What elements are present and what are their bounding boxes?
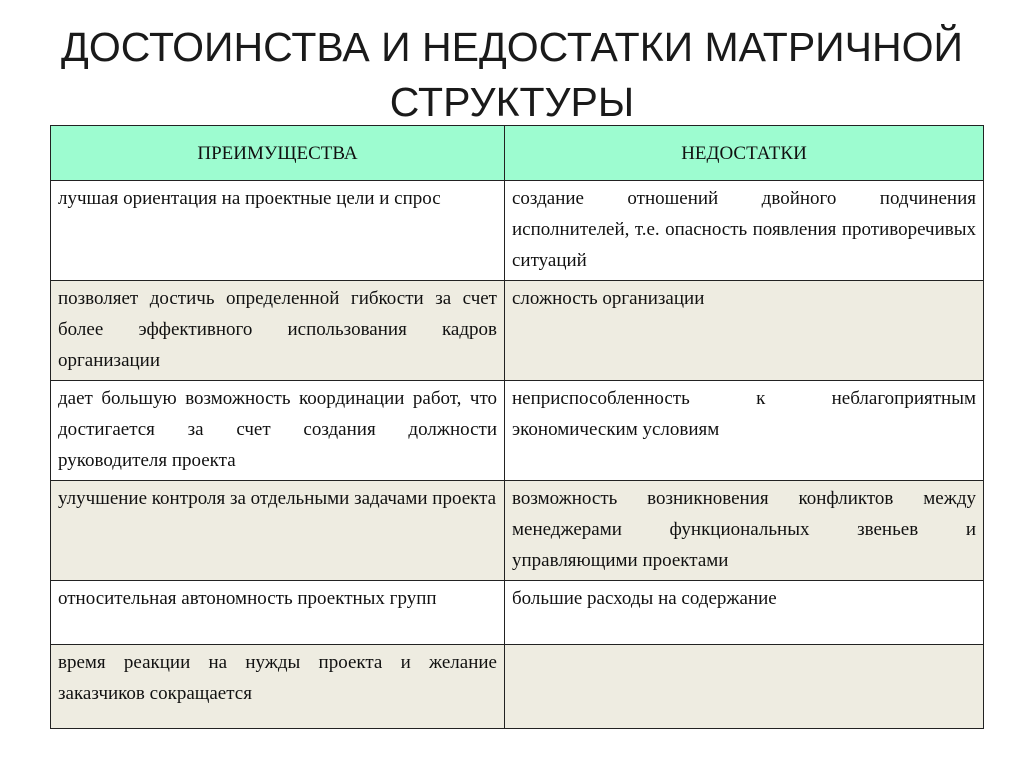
table-row bbox=[51, 381, 984, 481]
disadvantage-cell: неприспособленность к неблагоприятным экономическим условиям bbox=[505, 381, 984, 481]
disadvantage-cell bbox=[505, 645, 984, 729]
slide-title bbox=[40, 20, 984, 130]
disadvantage-cell: возможность возникновения конфликтов между менеджерами функциональных звеньев и управляющими проектами bbox=[505, 481, 984, 581]
table-row bbox=[51, 581, 984, 645]
slide-title-line-1: ДОСТОИНСТВА И НЕДОСТАТКИ МАТРИЧНОЙ bbox=[61, 24, 963, 70]
advantage-cell: лучшая ориентация на проектные цели и спрос bbox=[51, 181, 505, 281]
table-row bbox=[51, 481, 984, 581]
header-disadvantages: НЕДОСТАТКИ bbox=[505, 126, 984, 181]
advantage-cell: время реакции на нужды проекта и желание заказчиков сокращается bbox=[51, 645, 505, 729]
table-row bbox=[51, 181, 984, 281]
table-row bbox=[51, 281, 984, 381]
advantage-cell: позволяет достичь определенной гибкости за счет более эффективного использования кадров организации bbox=[51, 281, 505, 381]
disadvantage-cell: создание отношений двойного подчинения исполнителей, т.е. опасность появления противоречивых ситуаций bbox=[505, 181, 984, 281]
header-advantages: ПРЕИМУЩЕСТВА bbox=[51, 126, 505, 181]
advantage-cell: дает большую возможность координации работ, что достигается за счет создания должности руководителя проекта bbox=[51, 381, 505, 481]
disadvantage-cell: сложность организации bbox=[505, 281, 984, 381]
disadvantage-cell: большие расходы на содержание bbox=[505, 581, 984, 645]
advantage-cell: относительная автономность проектных групп bbox=[51, 581, 505, 645]
table-header-row bbox=[51, 126, 984, 181]
table-row bbox=[51, 645, 984, 729]
advantages-disadvantages-table bbox=[50, 125, 984, 729]
slide-title-line-2: СТРУКТУРЫ bbox=[389, 79, 635, 125]
advantage-cell: улучшение контроля за отдельными задачами проекта bbox=[51, 481, 505, 581]
